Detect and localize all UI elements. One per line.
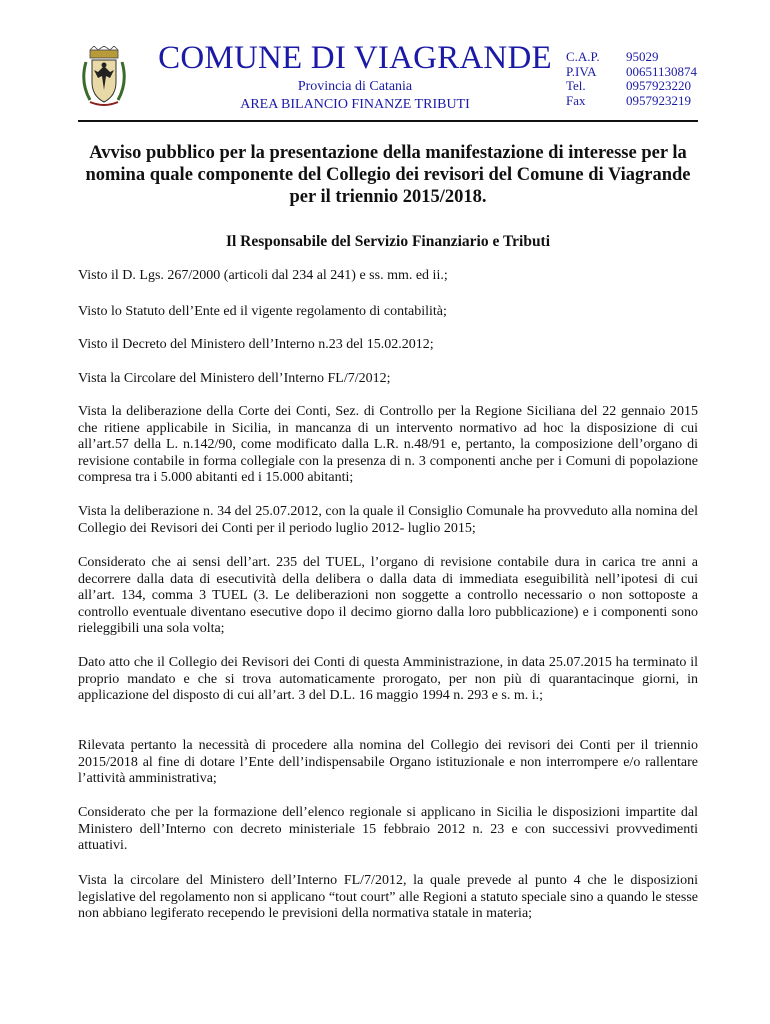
paragraph: Visto lo Statuto dell’Ente ed il vigente regolamento di contabilità; (78, 304, 447, 319)
document-title: Avviso pubblico per la presentazione della manifestazione di interesse per la nomina quale componente del Collegio dei revisori del Comune di Viagrande per il triennio 2015/2018. (85, 143, 691, 207)
paragraph: Considerato che per la formazione dell’elenco regionale si applicano in Sicilia le disposizioni impartite dal Ministero dell’Interno con decreto ministeriale 15 febbraio 2012 n. 23 e con successivi provvedimenti attuativi. (78, 805, 698, 854)
contact-label: P.IVA (566, 63, 597, 79)
municipality-name: COMUNE DI VIAGRANDE (158, 40, 552, 76)
contact-row-cap (566, 50, 697, 65)
paragraph: Dato atto che il Collegio dei Revisori dei Conti di questa Amministrazione, in data 25.07.2015 ha terminato il proprio mandato e che si trova automaticamente prorogato, per non più di quarantacinque giorni, in applicazione del disposto di cui all’art. 3 del D.L. 16 maggio 1994 n. 293 e s. m. i.; (78, 655, 698, 704)
contact-row-tel (566, 79, 697, 94)
contact-row-fax (566, 94, 697, 109)
header-divider (78, 120, 698, 122)
paragraph: Vista la deliberazione della Corte dei Conti, Sez. di Controllo per la Regione Siciliana del 22 gennaio 2015 che ritiene applicabile in Sicilia, in mancanza di un intervento normativo ad hoc la disposizione di cui all’art.57 della L. n.142/90, come modificato dalla L.R. n.48/91 e, pertanto, la composizione dell’organo di revisione contabile in forma collegiale con la presenza di n. 3 componenti anche per i Comuni di popolazione compresa tra i 5.000 abitanti ed i 15.000 abitanti; (78, 404, 698, 486)
paragraph: Visto il Decreto del Ministero dell’Interno n.23 del 15.02.2012; (78, 337, 434, 352)
paragraph: Vista la circolare del Ministero dell’Interno FL/7/2012, la quale prevede al punto 4 che le disposizioni legislative del regolamento non si applicano “tout court” alle Regioni a statuto speciale sino a quando le stesse non abbiano legiferato recependo le previsioni della normativa statale in materia; (78, 873, 698, 922)
department-name: AREA BILANCIO FINANZE TRIBUTI (240, 97, 470, 112)
document-subtitle: Il Responsabile del Servizio Finanziario e Tributi (225, 233, 551, 250)
contact-row-piva (566, 65, 697, 80)
paragraph: Considerato che ai sensi dell’art. 235 del TUEL, l’organo di revisione contabile dura in carica tre anni a decorrere dalla data di esecutività della delibera o dalla data di immediata eseguibilità nell’ipotesi di cui all’art. 134, comma 3 TUEL (3. Le deliberazioni non soggette a controllo necessario o non sottoposte a controllo eventuale diventano esecutive dopo il decimo giorno dalla loro pubblicazione) e i componenti sono rieleggibili una sola volta; (78, 555, 698, 637)
contact-label: Tel. (566, 78, 586, 93)
contact-label: Fax (566, 92, 586, 108)
paragraph: Vista la deliberazione n. 34 del 25.07.2012, con la quale il Consiglio Comunale ha provveduto alla nomina del Collegio dei Revisori dei Conti per il periodo luglio 2012- luglio 2015; (78, 504, 698, 536)
letterhead (150, 38, 560, 114)
contact-label: C.A.P. (566, 49, 600, 64)
paragraph: Visto il D. Lgs. 267/2000 (articoli dal 234 al 241) e ss. mm. ed ii.; (78, 268, 448, 283)
contact-value: 95029 (626, 49, 659, 64)
contact-info (566, 50, 697, 108)
paragraph: Rilevata pertanto la necessità di procedere alla nomina del Collegio dei revisori dei Conti per il triennio 2015/2018 al fine di dotare l’Ente dell’indispensabile Organo istituzionale e non interrompere e/o rallentare l’attività amministrativa; (78, 738, 698, 787)
paragraph: Vista la Circolare del Ministero dell’Interno FL/7/2012; (78, 371, 391, 386)
coat-of-arms-icon (80, 46, 128, 110)
contact-value: 0957923219 (626, 92, 691, 108)
contact-value: 00651130874 (626, 63, 698, 79)
province-name: Provincia di Catania (297, 79, 413, 94)
contact-value: 0957923220 (626, 78, 691, 93)
